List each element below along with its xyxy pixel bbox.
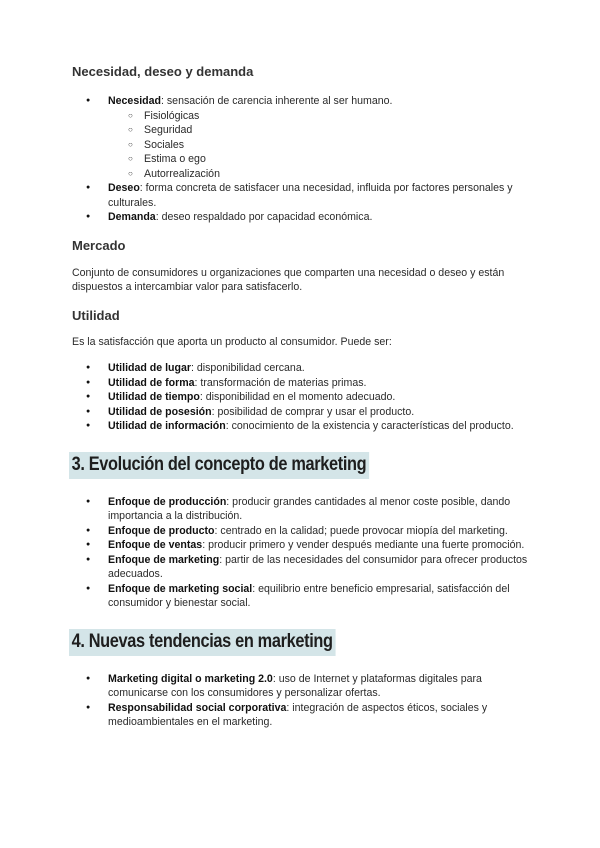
- definition-enfoque: : producir primero y vender después mediante una fuerte promoción.: [202, 539, 525, 551]
- utilidad-list: [72, 361, 532, 434]
- term-enfoque: Enfoque de marketing: [108, 553, 220, 566]
- list-item-tendencia: [72, 701, 532, 730]
- list-item-enfoque: [72, 582, 532, 611]
- list-item-utilidad: [72, 405, 532, 420]
- term-utilidad: Utilidad de información: [108, 420, 226, 432]
- term-tendencia: Responsabilidad social corporativa: [108, 701, 287, 714]
- list-item-demanda: [72, 210, 532, 225]
- term-deseo: Deseo: [108, 182, 140, 194]
- term-enfoque: Enfoque de marketing social: [108, 582, 253, 595]
- term-utilidad: Utilidad de posesión: [108, 405, 212, 418]
- tendencias-list: [72, 672, 532, 730]
- list-item-utilidad: [72, 390, 532, 405]
- term-necesidad: Necesidad: [108, 95, 161, 107]
- section-heading-evolucion: 3. Evolución del concepto de marketing: [69, 452, 369, 479]
- definition-enfoque: : equilibrio entre beneficio empresarial, satisfacción del consumidor y bienestar social.: [108, 582, 510, 609]
- definition-utilidad: : transformación de materias primas.: [194, 376, 367, 389]
- mercado-paragraph: Conjunto de consumidores u organizaciones que comparten una necesidad o deseo y están dispuestos a intercambiar valor para satisfacerlo.: [72, 266, 505, 293]
- definition-utilidad: : conocimiento de la existencia y características del producto.: [225, 420, 514, 432]
- sublist-item: ○ Sociales: [72, 138, 532, 153]
- sublist-item: ○ Estima o ego: [72, 152, 532, 167]
- section-heading-utilidad: Utilidad: [72, 307, 120, 323]
- list-item-enfoque: [72, 553, 532, 582]
- definition-utilidad: : disponibilidad cercana.: [191, 362, 305, 374]
- definition-tendencia: : integración de aspectos éticos, sociales y medioambientales en el marketing.: [108, 701, 488, 728]
- definition-deseo: : forma concreta de satisfacer una necesidad, influida por factores personales y culturales.: [108, 182, 513, 209]
- definition-enfoque: : centrado en la calidad; puede provocar miopía del marketing.: [214, 524, 508, 537]
- section-heading-tendencias: 4. Nuevas tendencias en marketing: [69, 629, 335, 656]
- definition-utilidad: : posibilidad de comprar y usar el producto.: [211, 405, 415, 418]
- sublist-item: ○ Fisiológicas: [72, 109, 532, 124]
- definition-necesidad: : sensación de carencia inherente al ser humano.: [161, 95, 393, 107]
- necesidad-list: [72, 94, 532, 109]
- list-item-utilidad: [72, 376, 532, 391]
- term-enfoque: Enfoque de producción: [108, 495, 227, 508]
- definition-utilidad: : disponibilidad en el momento adecuado.: [199, 391, 396, 403]
- document-page: [72, 64, 532, 730]
- definition-enfoque: : partir de las necesidades del consumidor para ofrecer productos adecuados.: [108, 553, 528, 580]
- list-item-utilidad: [72, 361, 532, 376]
- list-item-necesidad: [72, 94, 532, 109]
- list-item-enfoque: [72, 538, 532, 553]
- evolucion-list: [72, 495, 532, 611]
- section-heading-mercado: Mercado: [72, 237, 126, 253]
- utilidad-intro: Es la satisfacción que aporta un producto al consumidor. Puede ser:: [72, 335, 392, 348]
- term-demanda: Demanda: [108, 211, 156, 223]
- section-heading-necesidad: Necesidad, deseo y demanda: [72, 64, 254, 79]
- term-utilidad: Utilidad de tiempo: [108, 391, 200, 403]
- list-item-enfoque: [72, 495, 532, 524]
- sublist-item: ○ Seguridad: [72, 123, 532, 138]
- definition-tendencia: : uso de Internet y plataformas digitales para comunicarse con los consumidores y personalizar ofertas.: [108, 672, 482, 699]
- term-utilidad: Utilidad de forma: [108, 376, 195, 389]
- sublist-item: ○ Autorrealización: [72, 167, 532, 182]
- list-item-enfoque: [72, 524, 532, 539]
- term-tendencia: Marketing digital o marketing 2.0: [108, 672, 273, 685]
- term-enfoque: Enfoque de ventas: [108, 539, 203, 551]
- deseo-demanda-list: [72, 181, 532, 225]
- list-item-utilidad: [72, 419, 532, 434]
- term-enfoque: Enfoque de producto: [108, 524, 215, 537]
- list-item-tendencia: [72, 672, 532, 701]
- definition-enfoque: : producir grandes cantidades al menor coste posible, dando importancia a la distribución.: [108, 495, 511, 522]
- necesidad-sublist: [72, 109, 532, 182]
- term-utilidad: Utilidad de lugar: [108, 362, 191, 374]
- definition-demanda: : deseo respaldado por capacidad económica.: [155, 211, 373, 223]
- list-item-deseo: [72, 181, 532, 210]
